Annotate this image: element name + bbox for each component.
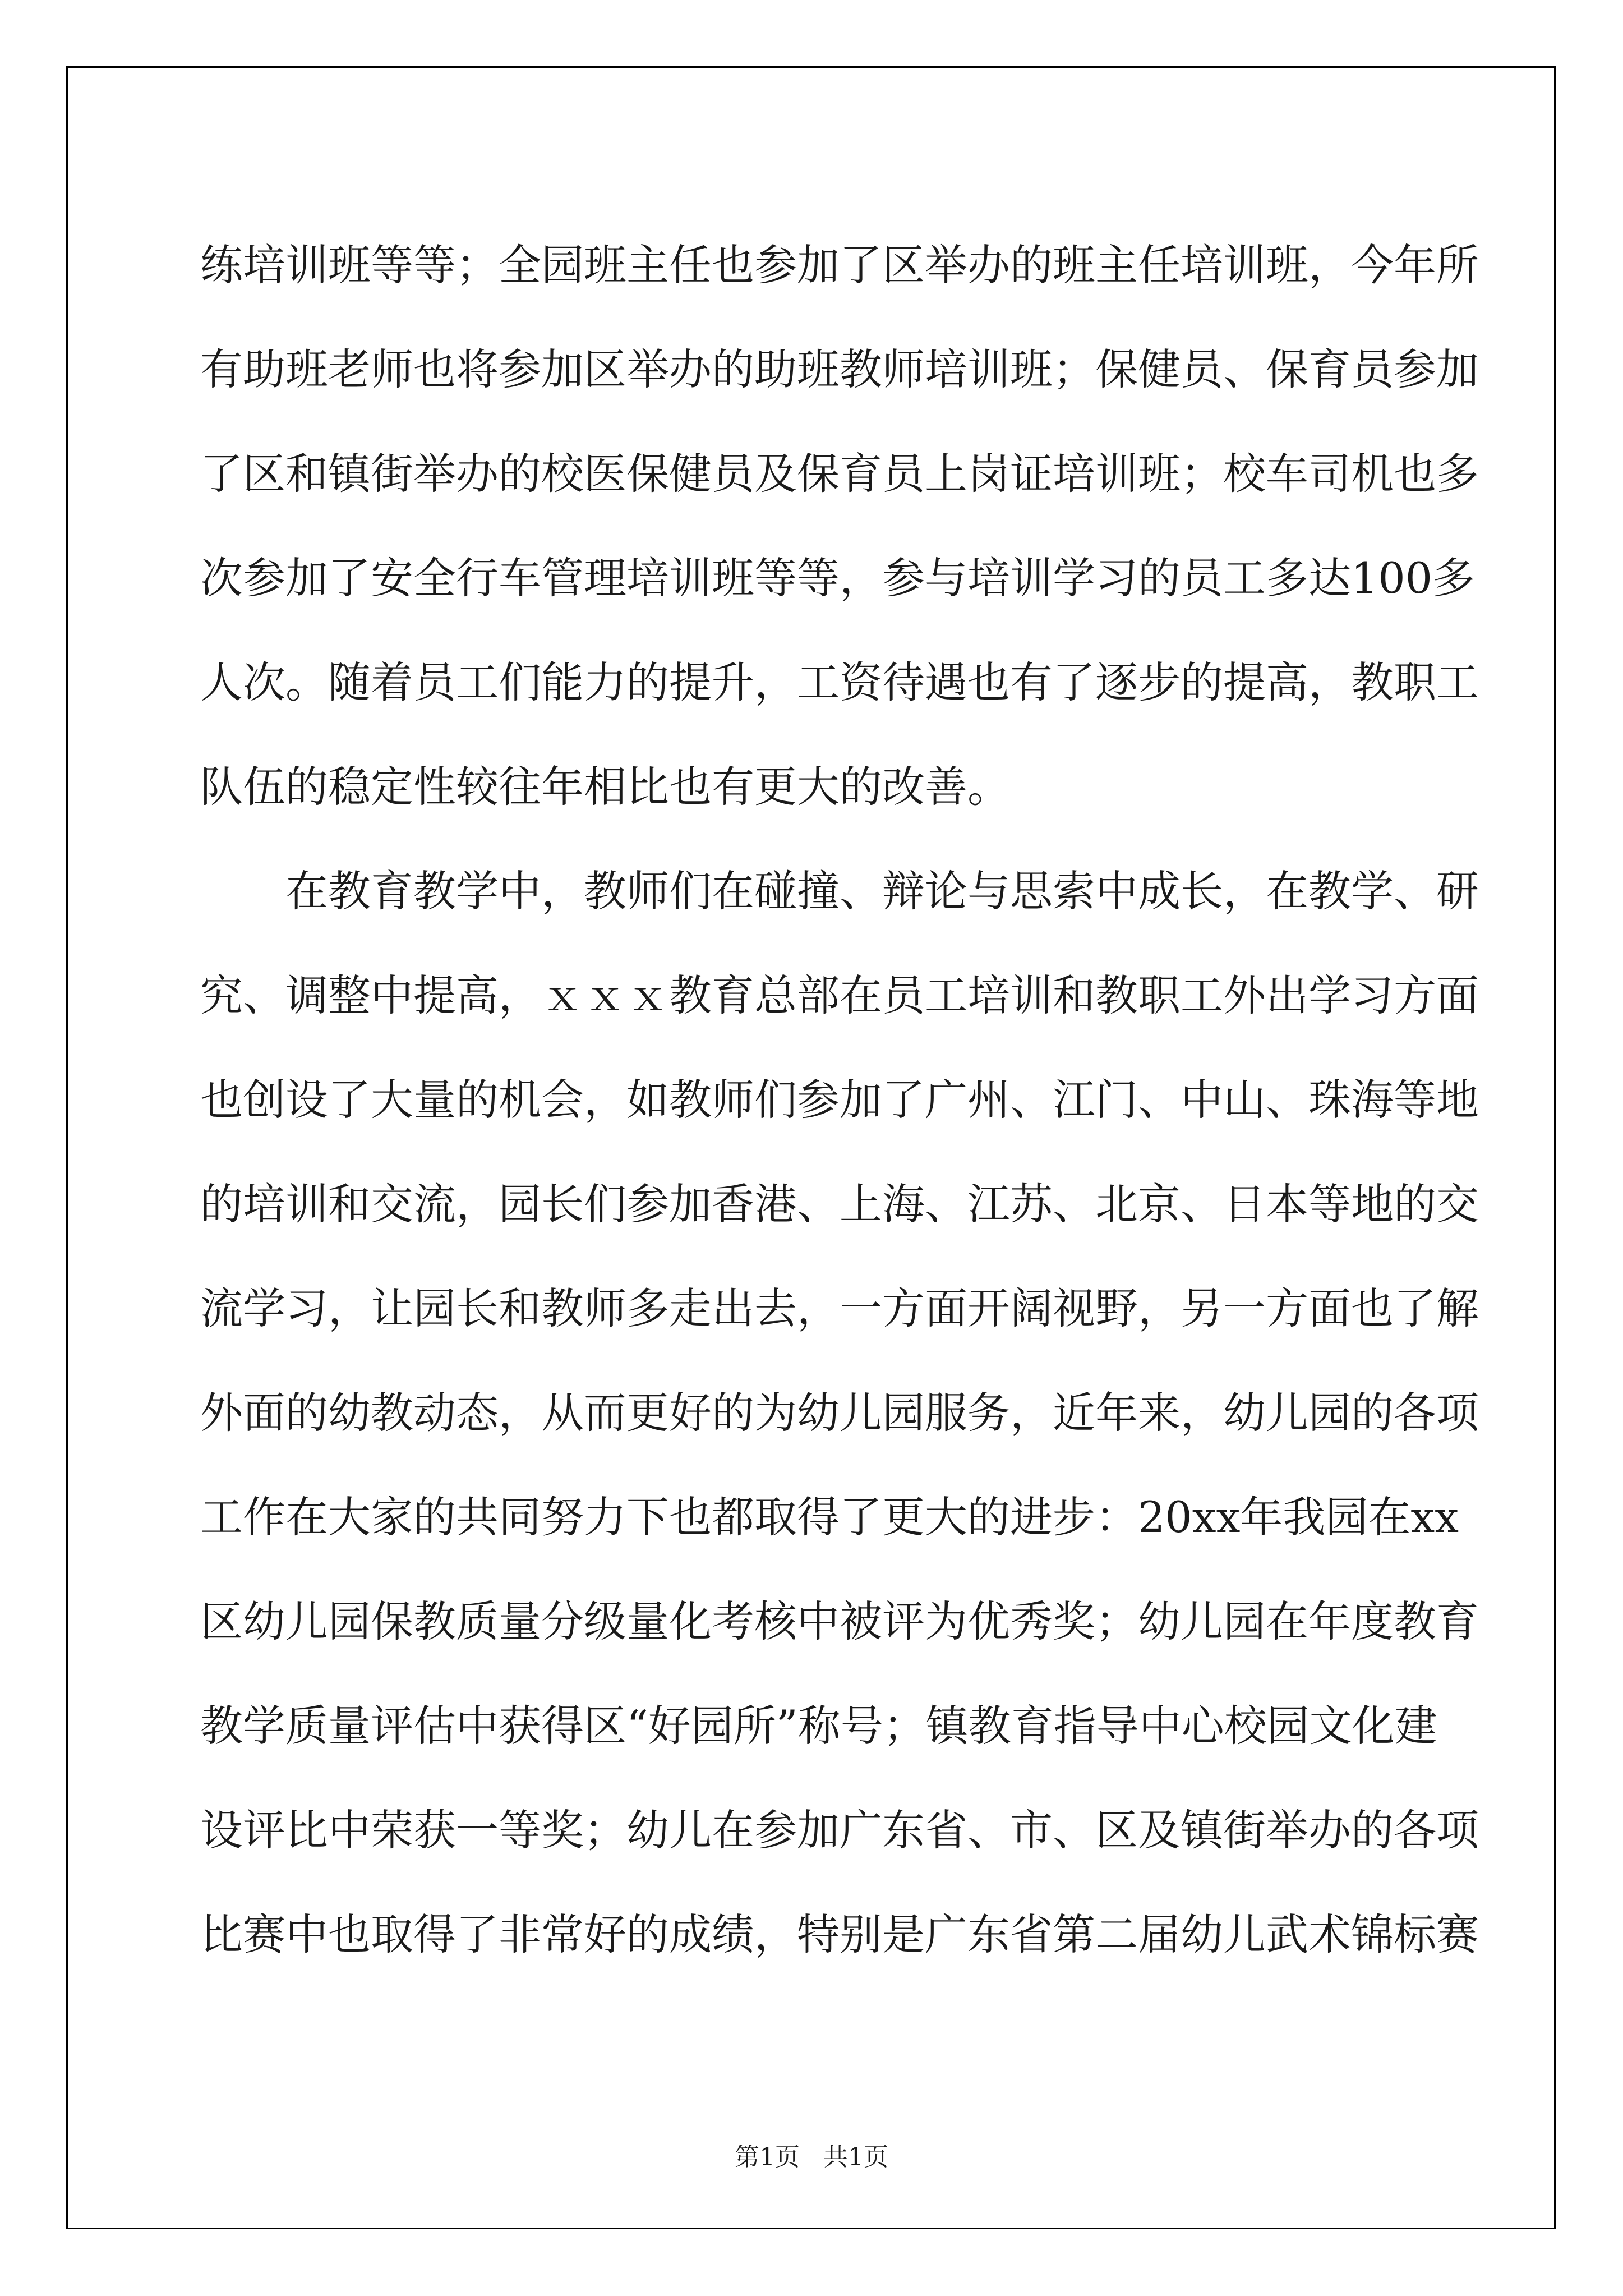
document-body <box>200 213 1479 1987</box>
text-line: 流学习，让园长和教师多走出去，一方面开阔视野，另一方面也了解 <box>200 1283 1479 1333</box>
text-line: 了区和镇街举办的校医保健员及保育员上岗证培训班；校车司机也多 <box>200 449 1479 499</box>
text-line: 究、调整中提高，ｘｘｘ教育总部在员工培训和教职工外出学习方面 <box>200 970 1479 1020</box>
text-line: 有助班老师也将参加区举办的助班教师培训班；保健员、保育员参加 <box>200 344 1479 394</box>
paragraph-2 <box>200 839 1479 1987</box>
text-line: 工作在大家的共同努力下也都取得了更大的进步：20xx年我园在xx <box>200 1492 1459 1542</box>
text-line: 的培训和交流，园长们参加香港、上海、江苏、北京、日本等地的交 <box>200 1179 1479 1229</box>
text-line: 外面的幼教动态，从而更好的为幼儿园服务，近年来，幼儿园的各项 <box>200 1388 1479 1438</box>
text-line: 教学质量评估中获得区“好园所”称号；镇教育指导中心校园文化建 <box>200 1701 1437 1751</box>
text-line: 设评比中荣获一等奖；幼儿在参加广东省、市、区及镇街举办的各项 <box>200 1805 1479 1855</box>
text-line: 队伍的稳定性较往年相比也有更大的改善。 <box>200 762 1010 812</box>
text-line: 比赛中也取得了非常好的成绩，特别是广东省第二届幼儿武术锦标赛 <box>200 1910 1479 1959</box>
text-line: 也创设了大量的机会，如教师们参加了广州、江门、中山、珠海等地 <box>200 1075 1479 1125</box>
page-number: 第1页 <box>735 2143 800 2171</box>
text-line: 次参加了安全行车管理培训班等等，参与培训学习的员工多达100多 <box>200 553 1476 603</box>
text-line: 练培训班等等；全园班主任也参加了区举办的班主任培训班，今年所 <box>200 240 1479 290</box>
text-line: 在教育教学中，教师们在碰撞、辩论与思索中成长，在教学、研 <box>285 866 1479 916</box>
total-pages: 共1页 <box>823 2143 888 2171</box>
text-line: 人次。随着员工们能力的提升，工资待遇也有了逐步的提高，教职工 <box>200 657 1479 707</box>
paragraph-1 <box>200 213 1479 839</box>
page-footer <box>0 2141 1623 2174</box>
text-line: 区幼儿园保教质量分级量化考核中被评为优秀奖；幼儿园在年度教育 <box>200 1596 1479 1646</box>
